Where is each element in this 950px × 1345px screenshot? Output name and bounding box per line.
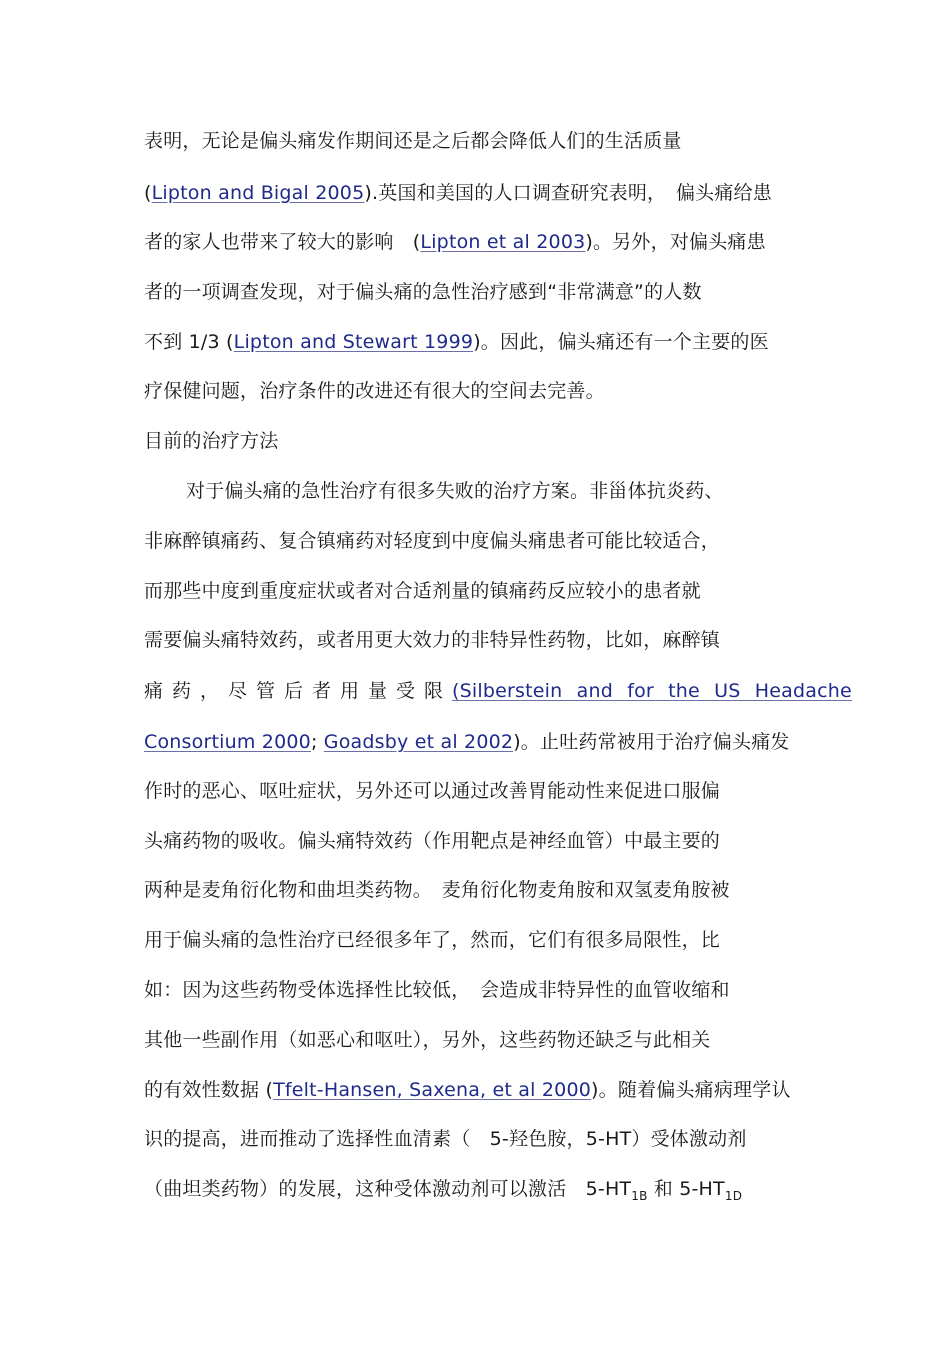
citation-link[interactable]: Consortium 2000 — [144, 731, 311, 753]
text-line-19 — [144, 1025, 711, 1055]
line-text: ( — [144, 182, 152, 204]
line-text: )。因此，偏头痛还有一个主要的医 — [473, 331, 769, 353]
line-text: ; — [310, 731, 324, 753]
text-line-6 — [144, 376, 605, 406]
heading-text: 目前的治疗方法 — [144, 430, 279, 452]
subscript: 1B — [631, 1189, 648, 1203]
line-text: 而那些中度到重度症状或者对合适剂量的镇痛药反应较小的患者就 — [144, 580, 701, 602]
citation-link[interactable]: Lipton and Bigal 2005 — [151, 182, 365, 204]
line-text: 识的提高，进而推动了选择性血清素（ 5-羟色胺，5-HT）受体激动剂 — [144, 1128, 747, 1150]
text-line-11 — [144, 625, 720, 655]
line-text: 不到 1/3 ( — [144, 331, 234, 353]
line-text: 和 5-HT — [647, 1178, 725, 1200]
text-line-20 — [144, 1075, 791, 1105]
citation-link[interactable]: Goadsby et al 2002 — [323, 731, 514, 753]
line-text: )。随着偏头痛病理学认 — [591, 1079, 791, 1101]
line-text: 非麻醉镇痛药、复合镇痛药对轻度到中度偏头痛患者可能比较适合， — [144, 530, 721, 552]
text-line-2 — [144, 178, 772, 208]
text-line-14 — [144, 776, 720, 806]
text-line-22 — [144, 1174, 742, 1204]
line-text: 用于偏头痛的急性治疗已经很多年了，然而，它们有很多局限性，比 — [144, 929, 721, 951]
text-line-9 — [144, 526, 720, 556]
text-line-13 — [144, 727, 790, 757]
line-text: （曲坦类药物）的发展，这种受体激动剂可以激活 5-HT — [144, 1178, 632, 1200]
citation-link[interactable]: Lipton et al 2003 — [420, 231, 586, 253]
text-line-4 — [144, 277, 702, 307]
line-text: 其他一些副作用（如恶心和呕吐），另外，这些药物还缺乏与此相关 — [144, 1029, 711, 1051]
text-line-5 — [144, 327, 769, 357]
line-text: 者的一项调查发现，对于偏头痛的急性治疗感到“非常满意”的人数 — [144, 281, 702, 303]
line-text: 表明，无论是偏头痛发作期间还是之后都会降低人们的生活质量 — [144, 130, 682, 152]
line-text: ).英国和美国的人口调查研究表明， 偏头痛给患 — [364, 182, 772, 204]
line-text: )。另外，对偏头痛患 — [585, 231, 766, 253]
text-line-15 — [144, 826, 720, 856]
text-line-10 — [144, 576, 701, 606]
citation-link[interactable]: Tfelt-Hansen, Saxena, et al 2000 — [273, 1079, 592, 1101]
line-text: 作时的恶心、呕吐症状，另外还可以通过改善胃能动性来促进口服偏 — [144, 780, 721, 802]
line-text: 需要偏头痛特效药，或者用更大效力的非特异性药物，比如，麻醉镇 — [144, 629, 721, 651]
text-line-17 — [144, 925, 720, 955]
text-line-1 — [144, 126, 682, 156]
line-text: 如：因为这些药物受体选择性比较低， 会造成非特异性的血管收缩和 — [144, 979, 730, 1001]
text-line-3 — [144, 227, 766, 257]
citation-link[interactable]: Lipton and Stewart 1999 — [233, 331, 474, 353]
line-text: 者的家人也带来了较大的影响 ( — [144, 231, 421, 253]
text-line-16 — [144, 875, 730, 905]
citation-link[interactable]: (Silberstein and for the US Headache — [452, 680, 852, 702]
line-text: 的有效性数据 ( — [144, 1079, 274, 1101]
line-text: 头痛药物的吸收。偏头痛特效药（作用靶点是神经血管）中最主要的 — [144, 830, 721, 852]
line-text: 痛药，尽管后者用量受限 — [144, 680, 453, 702]
text-line-8 — [186, 476, 724, 506]
text-line-21 — [144, 1124, 747, 1154]
subscript: 1D — [724, 1189, 743, 1203]
text-line-18 — [144, 975, 730, 1005]
line-text: )。止吐药常被用于治疗偏头痛发 — [513, 731, 790, 753]
section-heading — [144, 426, 278, 456]
line-text: 对于偏头痛的急性治疗有很多失败的治疗方案。非甾体抗炎药、 — [186, 480, 724, 502]
text-line-12 — [144, 676, 852, 706]
line-text: 疗保健问题，治疗条件的改进还有很大的空间去完善。 — [144, 380, 605, 402]
line-text: 两种是麦角衍化物和曲坦类药物。 麦角衍化物麦角胺和双氢麦角胺被 — [144, 879, 730, 901]
